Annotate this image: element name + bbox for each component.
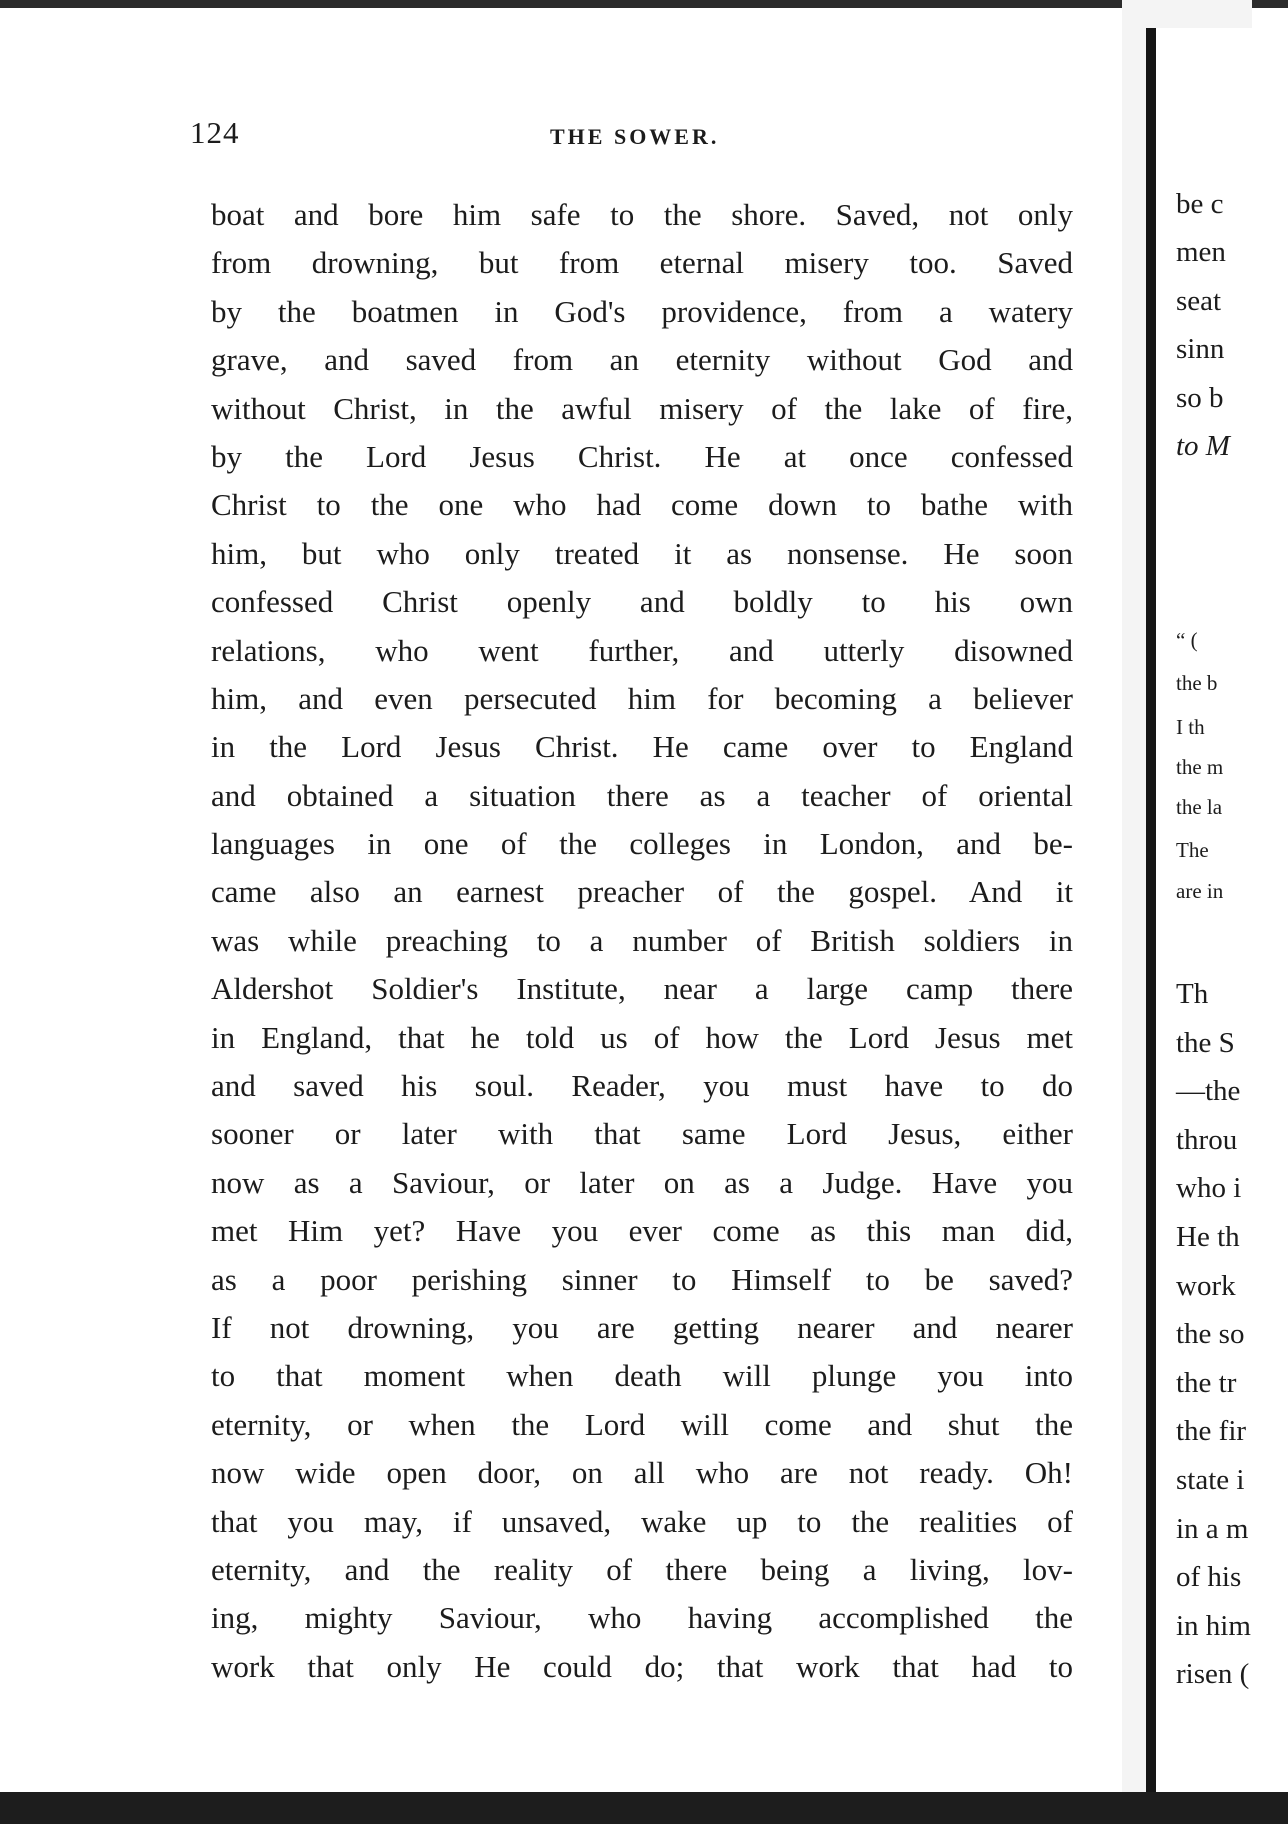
text-line: that you may, if unsaved, wake up to the realities of <box>211 1503 1073 1539</box>
gutter-shadow <box>1146 28 1156 1792</box>
text-line: came also an earnest preacher of the gospel. And it <box>211 874 1073 910</box>
fragment-line: so b <box>1176 381 1224 414</box>
fragment-line: to M <box>1176 430 1230 462</box>
fragment-line: of his <box>1176 1561 1242 1594</box>
fragment-line: the m <box>1176 755 1224 779</box>
text-line: without Christ, in the awful misery of the lake of fire, <box>211 390 1073 426</box>
text-line: and obtained a situation there as a teacher of oriental <box>211 777 1073 813</box>
text-line: in England, that he told us of how the Lord Jesus met <box>211 1019 1073 1055</box>
running-head: THE SOWER. <box>550 124 720 149</box>
right-page-fragment <box>1156 28 1288 1792</box>
text-line: boat and bore him safe to the shore. Saved, not only <box>211 197 1073 232</box>
text-line: eternity, or when the Lord will come and shut the <box>211 1406 1073 1442</box>
fragment-line: in him <box>1176 1609 1251 1642</box>
text-line: eternity, and the reality of there being a living, lov- <box>211 1551 1073 1587</box>
text-line: in the Lord Jesus Christ. He came over to England <box>211 729 1073 765</box>
fragment-line: sinn <box>1176 333 1225 366</box>
fragment-line: men <box>1176 236 1226 269</box>
fragment-line: state i <box>1176 1464 1245 1496</box>
text-line: by the boatmen in God's providence, from a watery <box>211 293 1073 329</box>
fragment-line: He th <box>1176 1221 1240 1253</box>
fragment-line: Th <box>1176 978 1209 1010</box>
fragment-line: the la <box>1176 795 1223 819</box>
body-text <box>211 191 1073 1691</box>
text-line: him, and even persecuted him for becoming a believer <box>211 680 1073 716</box>
scan-edge-top <box>0 0 1288 8</box>
text-line: ing, mighty Saviour, who having accomplished the <box>211 1600 1073 1636</box>
fragment-line: the fir <box>1176 1415 1247 1448</box>
fragment-line: in a m <box>1176 1512 1249 1545</box>
text-line: met Him yet? Have you ever come as this man did, <box>211 1213 1073 1249</box>
text-line: relations, who went further, and utterly disowned <box>211 632 1073 668</box>
fragment-line: the b <box>1176 671 1218 695</box>
fragment-line: —the <box>1176 1075 1241 1108</box>
text-line: grave, and saved from an eternity without God and <box>211 342 1073 378</box>
fragment-line: The <box>1176 838 1209 862</box>
scan-edge-bottom <box>0 1792 1288 1824</box>
text-line: from drowning, but from eternal misery too. Saved <box>211 245 1073 281</box>
fragment-line: risen ( <box>1176 1658 1250 1691</box>
fragment-line: “ ( <box>1176 628 1198 652</box>
fragment-line: throu <box>1176 1123 1238 1156</box>
text-line: was while preaching to a number of British soldiers in <box>211 922 1073 958</box>
text-line: and saved his soul. Reader, you must have to do <box>211 1068 1073 1104</box>
fragment-line: work <box>1176 1269 1236 1302</box>
fragment-line: are in <box>1176 879 1224 903</box>
fragment-line: seat <box>1176 284 1222 317</box>
text-line: work that only He could do; that work that had to <box>211 1648 1073 1684</box>
fragment-line: I th <box>1176 715 1205 739</box>
text-line: Aldershot Soldier's Institute, near a large camp there <box>211 971 1073 1007</box>
text-line: by the Lord Jesus Christ. He at once confessed <box>211 438 1073 474</box>
text-line: Christ to the one who had come down to bathe with <box>211 487 1073 523</box>
fragment-line: the tr <box>1176 1366 1237 1399</box>
text-line: now wide open door, on all who are not ready. Oh! <box>211 1455 1073 1491</box>
text-line: sooner or later with that same Lord Jesus, either <box>211 1116 1073 1152</box>
text-line: If not drowning, you are getting nearer and nearer <box>211 1309 1073 1345</box>
text-line: to that moment when death will plunge you into <box>211 1358 1073 1394</box>
fragment-line: be c <box>1176 188 1224 220</box>
text-line: now as a Saviour, or later on as a Judge. Have you <box>211 1164 1073 1200</box>
text-line: him, but who only treated it as nonsense. He soon <box>211 535 1073 571</box>
text-line: as a poor perishing sinner to Himself to be saved? <box>211 1261 1073 1297</box>
text-line: languages in one of the colleges in London, and be- <box>211 826 1073 862</box>
fragment-line: the S <box>1176 1026 1235 1059</box>
page-number: 124 <box>190 115 240 150</box>
fragment-line: the so <box>1176 1318 1245 1351</box>
text-line: confessed Christ openly and boldly to his own <box>211 584 1073 620</box>
fragment-line: who i <box>1176 1172 1242 1205</box>
